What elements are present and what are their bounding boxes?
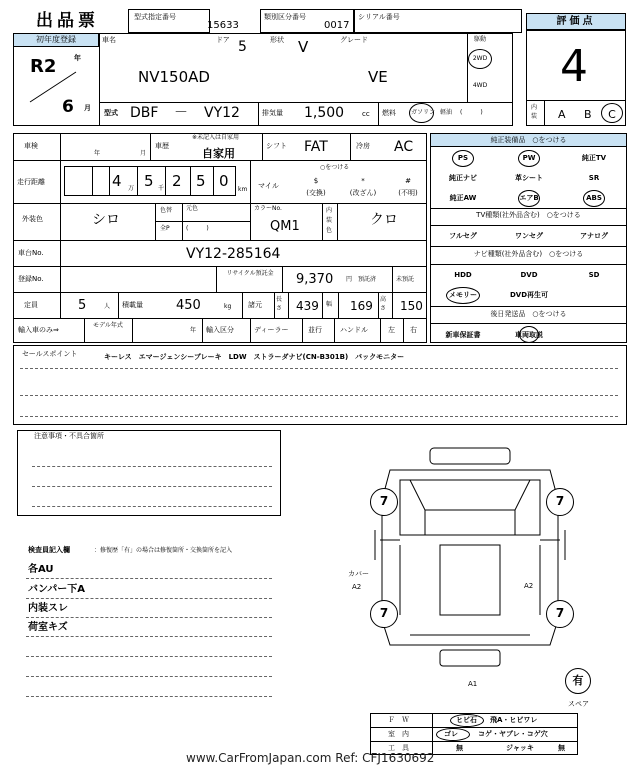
category-label: 類別区分番号: [264, 13, 306, 21]
load-unit: kg: [224, 303, 232, 310]
reg-label: 初年度登録: [36, 35, 76, 44]
capacity-unit: 人: [104, 303, 111, 310]
tv-fullseg: フルセグ: [449, 232, 477, 240]
equip-title: 純正装備品 ○をつける: [490, 136, 567, 144]
tools-b: ジャッキ: [506, 744, 534, 752]
equip-airbag: エアB: [519, 194, 539, 202]
chassis-label: 車台No.: [18, 249, 44, 257]
equip-aw: 純正AW: [449, 194, 477, 202]
tv-oneseg: ワンセグ: [515, 232, 543, 240]
spare-value: 有: [565, 668, 591, 694]
interior-a: A: [558, 108, 566, 121]
capacity-label: 定員: [24, 301, 38, 309]
width-label: 幅: [326, 301, 333, 308]
odo-sen: 千: [158, 185, 165, 192]
inspector-item-1: 各AU: [28, 564, 54, 575]
fuel-alt: 軽油: [440, 109, 453, 116]
equip-leather: 革シート: [515, 174, 543, 182]
usage-note: ※未記入は自家用: [192, 134, 240, 141]
interior-row-label: 室 内: [388, 730, 409, 738]
import-parallel: 並行: [308, 326, 322, 334]
ac-value: AC: [394, 139, 414, 155]
car-name: NV150AD: [138, 68, 210, 86]
odo-digit-5: 5: [196, 172, 206, 190]
navi-memory: メモリー: [449, 291, 477, 299]
drive-4wd: 4WD: [472, 82, 488, 89]
interior-row-a: ゴレ: [444, 730, 458, 738]
shape-value: V: [298, 38, 309, 56]
navi-dvd-play: DVD再生可: [509, 291, 549, 299]
recycle-yen: 円: [346, 276, 353, 283]
ac-label: 冷房: [356, 142, 370, 150]
drive-label: 駆動: [474, 36, 487, 43]
mile-opt3b: (不明): [398, 189, 418, 197]
bottom-code: A1: [468, 680, 478, 688]
equip-abs: ABS: [586, 194, 602, 202]
mile-label: マイル: [258, 182, 279, 190]
inspector-item-4: 荷室キズ: [28, 622, 68, 633]
notes-box: [17, 430, 281, 516]
import-handle: ハンドル: [340, 326, 368, 334]
odo-man: 万: [128, 185, 135, 192]
fw-label: Ｆ Ｗ: [388, 716, 409, 724]
mile-opt1: $: [313, 177, 319, 185]
category-no: 0017: [324, 20, 350, 31]
later-warranty: 新車保証書: [445, 331, 481, 339]
fuel-paren: ( ): [460, 109, 483, 116]
import-year: 年: [190, 327, 197, 334]
recycle-amount: 9,370: [296, 272, 334, 287]
fuel-value: ガソリン: [411, 109, 436, 116]
color-code-label: カラーNo.: [254, 205, 282, 212]
recycle-unpaid: 未預託: [396, 276, 415, 283]
mileage-label: 走行距離: [17, 178, 45, 186]
equip-navi: 純正ナビ: [449, 174, 477, 182]
height-label: 高さ: [380, 296, 387, 312]
inspector-item-2: バンパー下A: [28, 584, 86, 595]
reg-year-unit: 年: [74, 54, 81, 62]
navi-title: ナビ種類(社外品含む) ○をつける: [473, 250, 584, 258]
color-change-label: 色替: [160, 207, 173, 214]
disp-unit: cc: [362, 110, 370, 118]
fuel-label: 燃料: [382, 109, 396, 117]
cover-code: A2: [352, 583, 362, 591]
sales-label: セールスポイント: [22, 350, 78, 358]
fw-value-b: 飛A・ヒビワレ: [490, 716, 538, 724]
color-orig-label: 元色: [186, 205, 199, 212]
navi-hdd: HDD: [454, 271, 472, 279]
later-manual: 車両取説: [515, 331, 543, 339]
side-code: A2: [524, 582, 534, 590]
reg-month-unit: 月: [84, 104, 91, 112]
type-prefix: DBF: [130, 105, 159, 121]
length-label: 長さ: [276, 296, 283, 312]
grade-label: 評価点: [556, 16, 596, 27]
later-title: 後日発送品 ○をつける: [490, 310, 567, 318]
shift-value: FAT: [304, 139, 328, 155]
equip-pw: PW: [522, 154, 536, 162]
tire-front-left: 7: [370, 488, 398, 516]
navi-sd: SD: [588, 271, 600, 279]
tire-front-right: 7: [546, 488, 574, 516]
tv-title: TV種類(社外品含む) ○をつける: [476, 211, 581, 219]
reg-era: R2: [30, 56, 57, 77]
mile-opt2b: (改ざん): [349, 189, 377, 197]
grade-text-label: グレード: [340, 36, 368, 44]
recycle-label: リサイクル預託金: [226, 270, 274, 277]
chassis-value: VY12-285164: [186, 246, 281, 262]
mile-opt1b: (交換): [306, 189, 326, 197]
import-label: 輸入車のみ⇒: [18, 326, 59, 334]
displacement: 1,500: [304, 105, 345, 121]
tire-rear-left: 7: [370, 600, 398, 628]
car-damage-diagram: [370, 440, 570, 680]
score-value: 4: [560, 41, 588, 92]
car-name-label: 車名: [102, 36, 116, 44]
type-dash: －: [174, 105, 188, 121]
mile-opt3: #: [405, 177, 411, 185]
navi-dvd: DVD: [520, 271, 538, 279]
tools-c: 無: [558, 744, 565, 752]
model-spec-no: 15633: [207, 20, 239, 31]
grade-value: VE: [368, 68, 388, 86]
footer-watermark: www.CarFromJapan.com Ref: CFJ1630692: [186, 751, 435, 765]
disp-label: 排気量: [262, 109, 283, 117]
odo-digit-4: 2: [172, 172, 182, 190]
load-value: 450: [176, 298, 201, 313]
import-dealer: ディーラー: [254, 326, 289, 334]
spare-label: スペア: [568, 700, 589, 708]
door-label: ドア: [216, 36, 230, 44]
type-label: 型式: [104, 109, 118, 117]
tire-rear-right: 7: [546, 600, 574, 628]
tools-label: 工 具: [388, 744, 409, 752]
interior-b: B: [584, 108, 592, 121]
shaken-month: 月: [140, 150, 147, 157]
fw-value-a: ヒビ石: [456, 716, 477, 724]
serial-label: シリアル番号: [358, 13, 400, 21]
reg-month: 6: [62, 97, 74, 117]
load-label: 積載量: [122, 301, 143, 309]
color-full-label: 全P: [160, 225, 170, 232]
interior-label: 内装: [531, 104, 538, 120]
cover-label: カバー: [348, 570, 369, 578]
page-title: 出品票: [36, 11, 99, 31]
interior-c: C: [608, 108, 616, 121]
shape-label: 形状: [270, 36, 284, 44]
inspector-sub: ：修復歴「有」の場合は修復箇所・交換箇所を記入: [94, 547, 233, 554]
equip-tv: 純正TV: [581, 154, 607, 162]
inspector-item-3: 内装スレ: [28, 603, 68, 614]
odo-digit-3: 5: [144, 172, 154, 190]
length-value: 439: [296, 299, 319, 313]
color-paren: ( ): [186, 225, 209, 232]
capacity-value: 5: [78, 298, 87, 313]
door-count: 5: [238, 39, 247, 55]
model-spec-label: 型式指定番号: [134, 13, 176, 21]
mileage-note: ○をつける: [320, 164, 350, 171]
shaken-year: 年: [94, 150, 101, 157]
mile-opt2: *: [361, 177, 365, 185]
color-value: シロ: [92, 212, 120, 228]
odo-digit-6: 0: [219, 172, 229, 190]
equip-sr: SR: [588, 174, 600, 182]
notes-label: 注意事項・不具合箇所: [34, 432, 104, 440]
odo-km: km: [238, 186, 248, 193]
tv-analog: アナログ: [580, 232, 608, 240]
height-value: 150: [400, 299, 423, 313]
int-color-label: 内装色: [326, 207, 333, 234]
recycle-deposit: 預託済: [358, 276, 377, 283]
shift-label: シフト: [266, 142, 287, 150]
odo-digit-2: 4: [112, 172, 122, 190]
import-kubun: 輸入区分: [206, 326, 234, 334]
interior-row-b: コゲ・ヤブレ・コゲ穴: [478, 730, 548, 738]
inspector-label: 検査員記入欄: [28, 546, 70, 554]
usage-value: 自家用: [202, 147, 235, 160]
color-code: QM1: [270, 219, 300, 234]
width-value: 169: [350, 299, 373, 313]
tools-a: 無: [456, 744, 463, 752]
drive-2wd: 2WD: [472, 55, 488, 62]
shaken-label: 車検: [24, 142, 38, 150]
registration-label: 登録No.: [18, 275, 44, 283]
import-left: 左: [388, 326, 395, 334]
equip-ps: PS: [457, 154, 469, 162]
spec-label: 諸元: [248, 301, 262, 309]
color-label: 外装色: [22, 215, 43, 223]
sales-text: キーレス エマージェンシーブレーキ LDW ストラーダナビ(CN-B301B) バックモニター: [104, 353, 405, 361]
import-right: 右: [410, 326, 417, 334]
model-year-label: モデル年式: [93, 322, 123, 329]
int-color-value: クロ: [370, 212, 398, 228]
type-code: VY12: [204, 105, 240, 121]
usage-label: 車歴: [155, 142, 169, 150]
